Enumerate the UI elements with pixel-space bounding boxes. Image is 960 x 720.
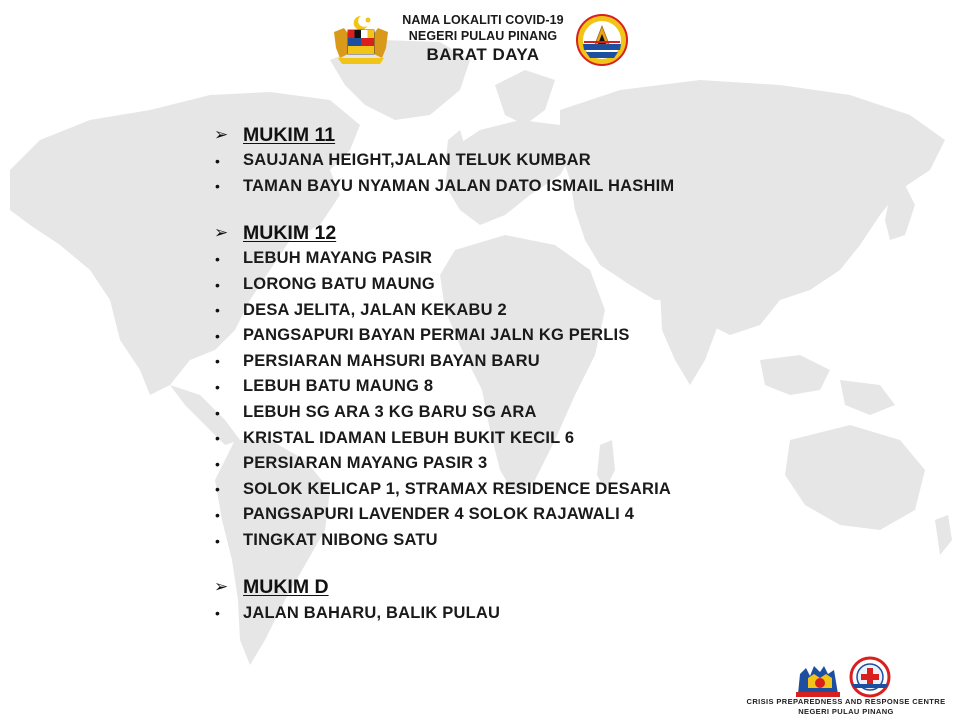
list-item-text: PANGSAPURI LAVENDER 4 SOLOK RAJAWALI 4: [243, 505, 635, 524]
list-item: [212, 477, 912, 503]
section-title: MUKIM 12: [243, 221, 337, 244]
list-item: [212, 451, 912, 477]
list-item-text: LEBUH BATU MAUNG 8: [243, 377, 434, 396]
list-item: [212, 528, 912, 554]
list-item-text: LORONG BATU MAUNG: [243, 275, 435, 294]
section-title: MUKIM 11: [243, 123, 336, 146]
title-block: [392, 12, 574, 66]
list-item: [212, 425, 912, 451]
list-item-text: PERSIARAN MAYANG PASIR 3: [243, 454, 488, 473]
bullet-icon: •: [215, 605, 220, 622]
bullet-icon: •: [215, 152, 220, 169]
list-item-text: PERSIARAN MAHSURI BAYAN BARU: [243, 351, 540, 370]
malaysia-coat-of-arms-icon: [330, 14, 392, 66]
list-item: [212, 400, 912, 426]
footer-line-2: NEGERI PULAU PINANG: [798, 707, 894, 716]
bullet-icon: •: [215, 455, 220, 472]
bullet-icon: •: [215, 404, 220, 421]
section-header: [212, 574, 912, 600]
title-line-2: NEGERI PULAU PINANG: [408, 29, 558, 43]
bullet-icon: •: [215, 302, 220, 319]
list-item: [212, 297, 912, 323]
bullet-icon: •: [215, 353, 220, 370]
list-item: [212, 323, 912, 349]
list-item: [212, 600, 912, 626]
list-item-text: TAMAN BAYU NYAMAN JALAN DATO ISMAIL HASHIM: [243, 176, 675, 195]
list-item-text: KRISTAL IDAMAN LEBUH BUKIT KECIL 6: [243, 428, 575, 447]
section-mukim-12: [212, 220, 912, 553]
locality-list: [212, 122, 912, 626]
list-item-text: JALAN BAHARU, BALIK PULAU: [243, 603, 501, 622]
footer-logos: [794, 656, 894, 698]
arrow-bullet-icon: ➢: [214, 125, 229, 144]
list-item: [212, 349, 912, 375]
bullet-icon: •: [215, 378, 220, 395]
district-title: BARAT DAYA: [426, 45, 540, 64]
section-header: [212, 122, 912, 148]
list-item: [212, 246, 912, 272]
bullet-icon: •: [215, 506, 220, 523]
footer-text: [740, 697, 952, 717]
bullet-icon: •: [215, 250, 220, 267]
title-line-1: NAMA LOKALITI COVID-19: [402, 13, 564, 27]
list-item: [212, 272, 912, 298]
health-department-logo-icon: [851, 658, 889, 696]
list-item: [212, 502, 912, 528]
section-header: [212, 220, 912, 246]
section-title: MUKIM D: [243, 575, 329, 598]
list-item-text: PANGSAPURI BAYAN PERMAI JALN KG PERLIS: [243, 326, 630, 345]
list-item-text: LEBUH SG ARA 3 KG BARU SG ARA: [243, 403, 537, 422]
section-mukim-d: [212, 574, 912, 626]
footer-line-1: CRISIS PREPAREDNESS AND RESPONSE CENTRE: [746, 697, 946, 706]
arrow-bullet-icon: ➢: [214, 577, 229, 597]
list-item-text: DESA JELITA, JALAN KEKABU 2: [243, 300, 507, 319]
list-item: [212, 148, 912, 174]
bullet-icon: •: [215, 178, 220, 195]
list-item-text: LEBUH MAYANG PASIR: [243, 249, 433, 268]
list-item-text: SOLOK KELICAP 1, STRAMAX RESIDENCE DESARIA: [243, 479, 671, 498]
list-item: [212, 374, 912, 400]
bullet-icon: •: [215, 327, 220, 344]
bullet-icon: •: [215, 532, 220, 549]
header: [0, 0, 960, 80]
penang-state-crest-icon: [576, 14, 628, 66]
arrow-bullet-icon: ➢: [214, 223, 229, 243]
bullet-icon: •: [215, 276, 220, 293]
bullet-icon: •: [215, 481, 220, 498]
list-item: [212, 174, 912, 200]
cprc-logo-icon: [796, 666, 840, 697]
section-mukim-11: [212, 122, 912, 199]
bullet-icon: •: [215, 430, 220, 447]
list-item-text: TINGKAT NIBONG SATU: [243, 531, 438, 550]
list-item-text: SAUJANA HEIGHT,JALAN TELUK KUMBAR: [243, 151, 591, 170]
